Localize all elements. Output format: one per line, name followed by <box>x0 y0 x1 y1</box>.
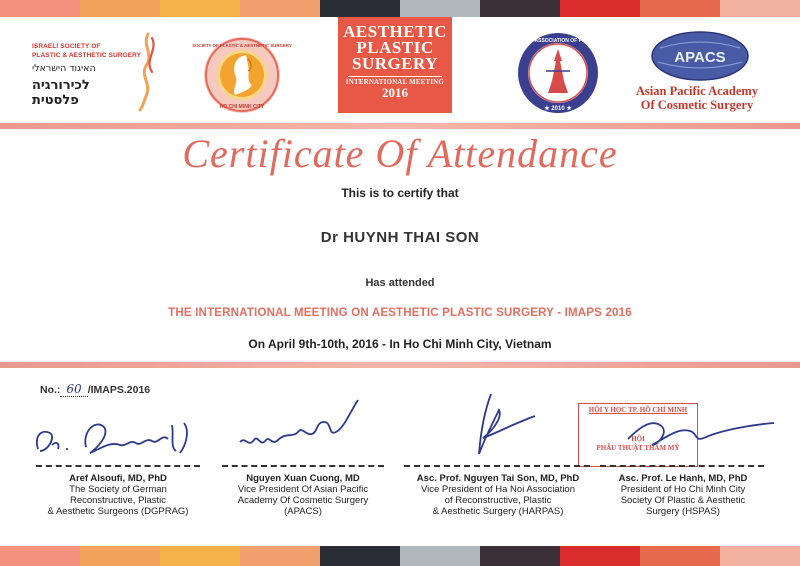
signer-tai-son <box>398 473 598 517</box>
signer-role-line: & Aesthetic Surgery (HARPAS) <box>432 506 564 517</box>
stripe-segment <box>720 0 800 17</box>
stripe-segment <box>400 546 480 566</box>
svg-text:★ 2010 ★: ★ 2010 ★ <box>544 106 572 112</box>
signer-role-line: Vice President Of Asian Pacific <box>237 484 369 495</box>
event-name: THE INTERNATIONAL MEETING ON AESTHETIC PLASTIC SURGERY - IMAPS 2016 <box>168 307 632 319</box>
female-silhouette-icon <box>134 32 160 112</box>
signer-le-hanh <box>592 473 774 517</box>
signer-role-line: of Reconstructive, Plastic <box>444 495 552 506</box>
stripe-segment <box>480 546 560 566</box>
body-divider <box>0 362 800 368</box>
stripe-segment <box>560 546 640 566</box>
stamp-line1: HỘI Y HỌC TP. HỒ CHÍ MINH <box>588 406 688 414</box>
signature-line <box>600 465 764 467</box>
stripe-segment <box>240 546 320 566</box>
israeli-society-en-line1: ISRAELI SOCIETY OF <box>32 43 101 50</box>
stripe-segment <box>560 0 640 17</box>
stripe-segment <box>0 546 80 566</box>
stripe-segment <box>720 546 800 566</box>
signature-line <box>36 465 200 467</box>
israeli-society-he-line2: לכירורגיה פלסטית <box>32 78 90 108</box>
meeting-logo-year: 2016 <box>382 85 408 100</box>
certificate-number-suffix: /IMAPS.2016 <box>87 384 151 396</box>
recipient-name: Dr HUYNH THAI SON <box>320 229 480 246</box>
stripe-segment <box>80 0 160 17</box>
meeting-logo <box>338 17 452 113</box>
woman-profile-seal-icon <box>192 35 292 115</box>
signer-role-line: Society Of Plastic & Aesthetic <box>620 495 746 506</box>
israeli-society-he-line1: האיגוד הישראלי <box>32 63 96 74</box>
meeting-logo-line3: SURGERY <box>351 54 439 73</box>
header-divider <box>0 123 800 129</box>
hanoi-association-seal-icon <box>516 31 600 115</box>
signature-alsoufi <box>30 405 210 463</box>
meeting-logo-line2: PLASTIC <box>356 38 434 57</box>
signer-role-line: (APACS) <box>284 506 322 517</box>
signer-name: Nguyen Xuan Cuong, MD <box>246 473 360 484</box>
certificate-number-value: 60 <box>66 382 82 396</box>
stripe-segment <box>320 0 400 17</box>
signature-le-hanh <box>598 405 778 463</box>
apacs-name-line2: Of Cosmetic Surgery <box>640 98 754 112</box>
apacs-name-line1: Asian Pacific Academy <box>635 84 759 98</box>
stripe-segment <box>640 546 720 566</box>
stripe-segment <box>160 0 240 17</box>
signer-role-line: & Aesthetic Surgeons (DGPRAG) <box>47 506 189 517</box>
signer-name: Asc. Prof. Nguyen Tai Son, MD, PhD <box>416 473 580 484</box>
signer-role-line: Surgery (HSPAS) <box>646 506 720 517</box>
signature-line <box>222 465 384 467</box>
apacs-badge-text: APACS <box>674 49 726 66</box>
stripe-segment <box>240 0 320 17</box>
signer-cuong <box>212 473 394 517</box>
certificate-number <box>40 382 150 396</box>
stripe-segment <box>400 0 480 17</box>
signer-role-line: Vice President of Ha Noi Association <box>420 484 576 495</box>
stamp-line2: HỘI <box>631 435 645 443</box>
signer-role-line: Reconstructive, Plastic <box>69 495 167 506</box>
stamp-line3: PHẪU THUẬT THẨM MỸ <box>596 444 680 452</box>
signature-cuong <box>232 392 382 462</box>
stripe-segment <box>0 0 80 17</box>
svg-text:SOCIETY OF PLASTIC & AESTHETIC: SOCIETY OF PLASTIC & AESTHETIC SURGERY <box>192 43 292 48</box>
apacs-globe-icon <box>650 30 750 82</box>
certify-line: This is to certify that <box>341 186 459 200</box>
stripe-segment <box>160 546 240 566</box>
signer-role-line: Academy Of Cosmetic Surgery <box>237 495 369 506</box>
apacs-name <box>622 84 772 112</box>
meeting-logo-subtitle: INTERNATIONAL MEETING <box>345 79 445 86</box>
signer-role-line: President of Ho Chi Minh City <box>620 484 746 495</box>
signer-name: Asc. Prof. Le Hanh, MD, PhD <box>618 473 748 484</box>
certificate-title: Certificate Of Attendance <box>182 131 618 176</box>
signature-tai-son <box>455 388 565 462</box>
stripe-segment <box>640 0 720 17</box>
signer-role-line: The Society of German <box>69 484 167 495</box>
event-date-place: On April 9th-10th, 2016 - In Ho Chi Minh City, Vietnam <box>248 337 552 351</box>
signer-alsoufi <box>28 473 208 517</box>
attended-line: Has attended <box>365 277 435 289</box>
top-color-stripe <box>0 0 800 17</box>
signature-line <box>404 465 590 467</box>
certificate-number-prefix: No.: <box>40 384 61 396</box>
stripe-segment <box>80 546 160 566</box>
israeli-society-en-line2: PLASTIC & AESTHETIC SURGERY <box>32 52 142 59</box>
svg-text:HO CHI MINH CITY: HO CHI MINH CITY <box>219 104 265 110</box>
meeting-logo-line1: AESTHETIC <box>343 22 447 41</box>
svg-text:HA NOI ASSOCIATION OF PLASTIC: HA NOI ASSOCIATION OF PLASTIC <box>516 38 600 44</box>
bottom-color-stripe <box>0 546 800 566</box>
stripe-segment <box>480 0 560 17</box>
stripe-segment <box>320 546 400 566</box>
signer-name: Aref Alsoufi, MD, PhD <box>69 473 167 484</box>
